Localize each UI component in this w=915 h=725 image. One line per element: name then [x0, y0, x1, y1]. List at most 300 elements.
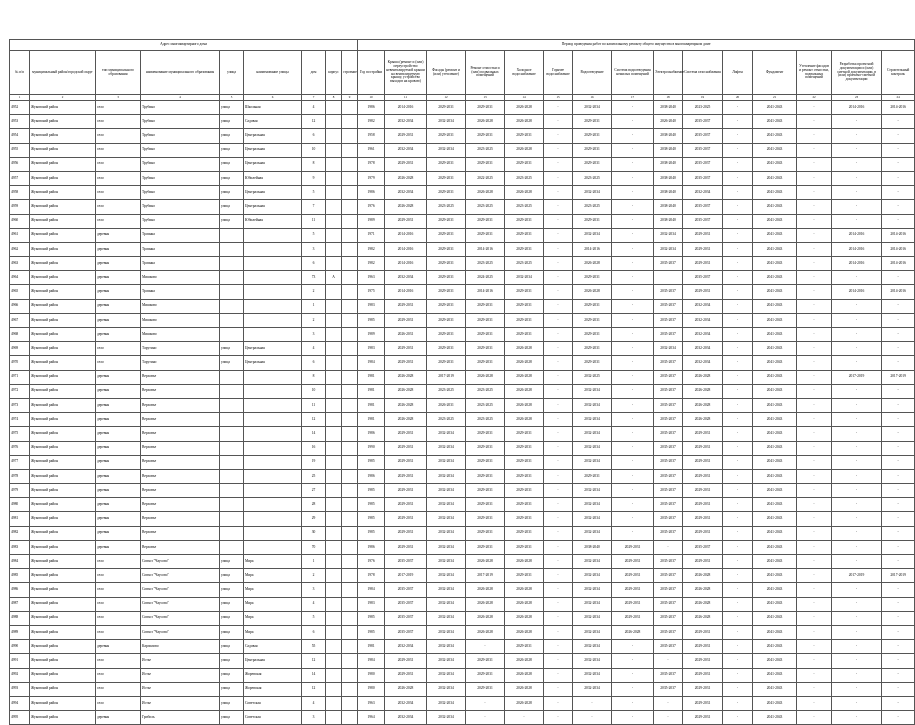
table-cell: Верховье	[141, 469, 220, 483]
table-cell: улица	[220, 668, 244, 682]
table-cell: 2029-2031	[427, 228, 466, 242]
table-cell: 2032-2025	[573, 370, 612, 384]
table-cell: 2029-2031	[683, 285, 723, 299]
table-cell: 2017-2019	[385, 569, 427, 583]
table-cell: 2032-2034	[427, 611, 466, 625]
table-cell: 2029-2031	[466, 455, 505, 469]
table-cell: 2041-2043	[753, 271, 797, 285]
table-cell	[220, 427, 244, 441]
table-cell: 2014-2016	[385, 242, 427, 256]
table-cell: 2032-2034	[427, 668, 466, 682]
table-cell: 2026-2028	[385, 370, 427, 384]
table-cell: деревня	[96, 526, 141, 540]
table-cell	[326, 299, 342, 313]
table-cell: 2035-2037	[654, 555, 683, 569]
table-cell: 2032-2034	[573, 498, 612, 512]
table-cell: Жуковский район	[30, 200, 96, 214]
table-cell: улица	[220, 583, 244, 597]
table-cell: -	[882, 668, 915, 682]
table-cell: -	[882, 498, 915, 512]
table-cell: 2035-2037	[654, 328, 683, 342]
table-cell	[342, 242, 358, 256]
table-cell: улица	[220, 696, 244, 710]
table-cell: 2026-2028	[385, 398, 427, 412]
table-cell: село	[96, 356, 141, 370]
table-cell	[342, 398, 358, 412]
table-cell: 4	[302, 342, 326, 356]
table-cell: 2032-2034	[573, 611, 612, 625]
table-cell: 2026-2028	[505, 696, 544, 710]
table-cell: 4	[302, 696, 326, 710]
table-cell: 1976	[358, 200, 385, 214]
table-cell	[342, 625, 358, 639]
table-cell: 2029-2031	[385, 668, 427, 682]
table-cell: 2029-2031	[505, 455, 544, 469]
table-cell: 2032-2034	[385, 696, 427, 710]
table-cell: -	[882, 640, 915, 654]
table-cell: 2029-2031	[505, 427, 544, 441]
table-cell: -	[723, 299, 753, 313]
table-cell	[220, 285, 244, 299]
table-cell: 2032-2034	[427, 441, 466, 455]
table-cell: -	[832, 143, 882, 157]
table-cell: -	[797, 242, 832, 256]
table-cell: 2035-2037	[385, 555, 427, 569]
table-cell: -	[832, 157, 882, 171]
table-cell: 2029-2031	[466, 441, 505, 455]
table-cell: 2032-2034	[683, 342, 723, 356]
table-cell: 2041-2043	[753, 427, 797, 441]
table-cell: -	[832, 200, 882, 214]
table-cell: 2029-2031	[427, 328, 466, 342]
table-cell: 2014-2016	[385, 257, 427, 271]
table-cell: 2026-2028	[683, 370, 723, 384]
table-cell	[244, 313, 302, 327]
table-cell: Троинка	[141, 257, 220, 271]
table-cell: 2041-2043	[753, 540, 797, 554]
table-cell: -	[466, 711, 505, 725]
column-number: 24	[882, 95, 915, 101]
repair-schedule-table	[9, 39, 915, 725]
table-cell: 4994	[10, 696, 30, 710]
table-cell: 14	[302, 668, 326, 682]
table-cell: -	[612, 143, 654, 157]
table-cell: -	[832, 328, 882, 342]
table-cell: -	[612, 200, 654, 214]
table-cell: 2041-2043	[753, 625, 797, 639]
column-header: Фасады (ремонт и (или) утепление)	[427, 51, 466, 95]
column-number: 17	[612, 95, 654, 101]
table-cell	[326, 526, 342, 540]
table-cell: село	[96, 668, 141, 682]
table-cell: Жуковский район	[30, 115, 96, 129]
table-cell: -	[544, 384, 573, 398]
table-cell: 2026-2028	[505, 342, 544, 356]
table-cell: 2041-2043	[753, 512, 797, 526]
table-cell: 29	[302, 512, 326, 526]
table-cell: -	[612, 299, 654, 313]
table-row	[10, 611, 915, 625]
table-cell: 2035-2037	[654, 526, 683, 540]
table-cell	[342, 356, 358, 370]
table-cell: 2035-2037	[654, 356, 683, 370]
table-cell: 2029-2031	[427, 242, 466, 256]
table-cell: -	[654, 540, 683, 554]
table-cell: 4976	[10, 441, 30, 455]
table-cell: Садовая	[244, 640, 302, 654]
table-cell: -	[723, 540, 753, 554]
table-cell: -	[882, 427, 915, 441]
table-cell: Жуковский район	[30, 186, 96, 200]
column-number: 21	[753, 95, 797, 101]
table-cell: деревня	[96, 228, 141, 242]
table-cell: 2029-2031	[573, 342, 612, 356]
table-cell: -	[832, 455, 882, 469]
table-cell: 1984	[358, 356, 385, 370]
table-cell: -	[797, 200, 832, 214]
table-cell: -	[882, 682, 915, 696]
table-cell: -	[654, 711, 683, 725]
table-cell	[326, 498, 342, 512]
table-cell: 2038-2040	[654, 200, 683, 214]
table-cell	[342, 143, 358, 157]
table-cell: 2032-2034	[573, 455, 612, 469]
table-cell: 2014-2016	[832, 101, 882, 115]
table-cell: 2029-2031	[466, 157, 505, 171]
table-cell: 2041-2043	[753, 313, 797, 327]
table-cell: 4973	[10, 398, 30, 412]
table-cell: 2029-2031	[466, 356, 505, 370]
table-cell: 4968	[10, 328, 30, 342]
table-cell	[326, 469, 342, 483]
table-cell	[342, 668, 358, 682]
table-cell	[220, 526, 244, 540]
table-row	[10, 484, 915, 498]
table-cell: 2032-2034	[573, 640, 612, 654]
table-cell: -	[723, 597, 753, 611]
table-cell: 8	[302, 370, 326, 384]
table-cell: 2029-2031	[385, 540, 427, 554]
table-cell: 2035-2037	[385, 611, 427, 625]
table-cell: -	[797, 696, 832, 710]
table-cell: 2026-2028	[683, 384, 723, 398]
table-cell: 1986	[358, 540, 385, 554]
table-cell: Трубино	[141, 186, 220, 200]
table-cell: Трубино	[141, 143, 220, 157]
table-cell: -	[612, 512, 654, 526]
table-cell	[342, 498, 358, 512]
table-cell: 1978	[358, 157, 385, 171]
table-cell: Центральная	[244, 186, 302, 200]
table-cell	[244, 540, 302, 554]
table-cell: -	[544, 413, 573, 427]
table-cell: Жуковский район	[30, 228, 96, 242]
table-cell: -	[723, 413, 753, 427]
table-cell: Жуковский район	[30, 101, 96, 115]
table-cell: 2023-2025	[427, 413, 466, 427]
table-cell: Жоревская	[244, 682, 302, 696]
column-header: муниципальный район/городской округ	[30, 51, 96, 95]
table-cell: -	[612, 129, 654, 143]
table-cell: -	[832, 640, 882, 654]
table-cell: 2029-2031	[683, 242, 723, 256]
table-cell: 2032-2034	[573, 682, 612, 696]
table-cell: 2032-2034	[573, 597, 612, 611]
table-cell: 4978	[10, 469, 30, 483]
column-number: 5	[220, 95, 244, 101]
table-cell: -	[797, 611, 832, 625]
table-cell: 2035-2037	[654, 668, 683, 682]
table-cell: -	[723, 583, 753, 597]
table-cell	[342, 597, 358, 611]
table-cell: 2032-2034	[427, 115, 466, 129]
table-cell: 2029-2031	[466, 342, 505, 356]
table-cell: 1980	[358, 668, 385, 682]
table-cell: 2029-2031	[427, 271, 466, 285]
table-cell	[220, 484, 244, 498]
table-cell: 4990	[10, 640, 30, 654]
table-cell: -	[882, 540, 915, 554]
table-cell: 2041-2043	[753, 342, 797, 356]
table-cell: -	[612, 328, 654, 342]
table-cell: 2035-2037	[654, 512, 683, 526]
table-cell: -	[797, 555, 832, 569]
table-cell: Мишково	[141, 271, 220, 285]
table-cell: -	[544, 299, 573, 313]
table-cell: 2029-2031	[505, 569, 544, 583]
table-cell	[342, 186, 358, 200]
table-cell: -	[882, 186, 915, 200]
table-cell: -	[612, 711, 654, 725]
table-cell: 4	[302, 101, 326, 115]
table-cell: 2029-2031	[466, 682, 505, 696]
table-cell	[326, 512, 342, 526]
table-cell: 2026-2028	[505, 101, 544, 115]
table-cell: 2026-2031	[385, 328, 427, 342]
table-cell: 8	[302, 157, 326, 171]
table-cell: -	[797, 299, 832, 313]
table-cell: Жуковский район	[30, 611, 96, 625]
table-cell: 2023-2025	[683, 101, 723, 115]
table-cell	[220, 512, 244, 526]
column-header: Утепление фасадов и ремонт отмостки, подвальных помещений	[797, 51, 832, 95]
table-cell: 2035-2037	[654, 455, 683, 469]
table-cell: -	[832, 115, 882, 129]
table-cell: 2041-2043	[753, 370, 797, 384]
table-cell: деревня	[96, 427, 141, 441]
table-cell: -	[612, 342, 654, 356]
table-cell: 30	[302, 526, 326, 540]
table-row	[10, 143, 915, 157]
table-cell: А	[326, 271, 342, 285]
table-cell: улица	[220, 711, 244, 725]
table-cell: Мишково	[141, 313, 220, 327]
table-cell: 2029-2031	[683, 441, 723, 455]
table-cell: 4989	[10, 625, 30, 639]
table-cell: 2029-2031	[683, 682, 723, 696]
table-cell: 2041-2043	[753, 413, 797, 427]
table-cell: 1983	[358, 299, 385, 313]
table-cell: 2023-2025	[427, 200, 466, 214]
table-cell: 2029-2031	[683, 484, 723, 498]
table-cell: 1985	[358, 313, 385, 327]
table-cell: 2032-2034	[573, 526, 612, 540]
table-cell	[326, 157, 342, 171]
table-cell: Тарутино	[141, 342, 220, 356]
table-cell: 2026-2028	[466, 115, 505, 129]
table-cell: Совхоз "Чаусово"	[141, 555, 220, 569]
table-cell: 2014-2016	[882, 285, 915, 299]
table-cell: -	[654, 696, 683, 710]
table-cell: Верховье	[141, 512, 220, 526]
table-cell: -	[832, 342, 882, 356]
table-cell: 2014-2016	[466, 285, 505, 299]
table-cell: 2029-2031	[385, 356, 427, 370]
table-cell: -	[544, 640, 573, 654]
table-cell: 2029-2031	[683, 257, 723, 271]
table-cell: -	[612, 455, 654, 469]
table-cell: -	[832, 427, 882, 441]
table-cell: -	[723, 484, 753, 498]
table-cell: Школьная	[244, 101, 302, 115]
table-cell: -	[723, 711, 753, 725]
table-cell: 2029-2031	[505, 540, 544, 554]
table-cell	[342, 682, 358, 696]
table-cell: -	[832, 384, 882, 398]
table-cell: -	[612, 228, 654, 242]
table-cell: Жуковский район	[30, 313, 96, 327]
table-cell: -	[612, 469, 654, 483]
table-cell: -	[723, 328, 753, 342]
table-cell	[342, 328, 358, 342]
table-cell: Совхоз "Чаусово"	[141, 625, 220, 639]
table-cell: Жуковский район	[30, 328, 96, 342]
table-cell: 2032-2034	[573, 569, 612, 583]
table-cell: 2014-2016	[466, 242, 505, 256]
table-cell: 2035-2037	[654, 441, 683, 455]
table-cell: 2029-2031	[466, 484, 505, 498]
table-row	[10, 271, 915, 285]
table-cell	[326, 342, 342, 356]
table-cell: -	[723, 384, 753, 398]
table-cell	[244, 441, 302, 455]
table-cell: село	[96, 696, 141, 710]
table-cell: -	[882, 696, 915, 710]
table-cell: -	[544, 257, 573, 271]
table-cell: -	[797, 441, 832, 455]
table-cell: улица	[220, 611, 244, 625]
table-cell: 2041-2043	[753, 696, 797, 710]
table-cell: -	[797, 526, 832, 540]
table-cell: 1984	[358, 654, 385, 668]
table-cell	[326, 413, 342, 427]
table-cell: 2041-2043	[753, 328, 797, 342]
table-cell: 9	[302, 171, 326, 185]
table-cell	[244, 384, 302, 398]
table-cell: -	[544, 512, 573, 526]
table-cell: 2032-2034	[427, 640, 466, 654]
table-cell: 2035-2037	[683, 200, 723, 214]
table-cell: село	[96, 101, 141, 115]
table-cell: -	[612, 186, 654, 200]
table-cell	[342, 101, 358, 115]
table-cell: 2026-2028	[573, 257, 612, 271]
table-cell: 19	[302, 455, 326, 469]
table-cell: 2032-2034	[427, 512, 466, 526]
table-cell: Жуковский район	[30, 540, 96, 554]
table-cell: 28	[302, 498, 326, 512]
table-cell: 4977	[10, 455, 30, 469]
table-cell: деревня	[96, 484, 141, 498]
table-cell: 2029-2031	[505, 469, 544, 483]
table-cell: 2032-2034	[654, 228, 683, 242]
table-cell: 2029-2031	[385, 441, 427, 455]
table-cell: село	[96, 569, 141, 583]
table-cell: 2029-2031	[385, 299, 427, 313]
table-cell: 2041-2043	[753, 569, 797, 583]
table-cell: 2029-2031	[683, 512, 723, 526]
table-cell: 2029-2031	[573, 313, 612, 327]
table-cell: 4959	[10, 200, 30, 214]
table-cell: 2038-2040	[654, 186, 683, 200]
table-row	[10, 257, 915, 271]
table-cell: Жуковский район	[30, 370, 96, 384]
table-cell	[326, 455, 342, 469]
table-cell: 2014-2016	[832, 228, 882, 242]
table-cell: 4979	[10, 484, 30, 498]
table-row	[10, 398, 915, 412]
table-cell: 2035-2037	[683, 143, 723, 157]
table-cell: 25	[302, 469, 326, 483]
table-cell	[220, 328, 244, 342]
table-cell	[326, 668, 342, 682]
column-number: 9	[342, 95, 358, 101]
table-cell: улица	[220, 115, 244, 129]
table-cell: 2041-2043	[753, 597, 797, 611]
table-cell	[342, 640, 358, 654]
table-cell: деревня	[96, 370, 141, 384]
table-cell: 2029-2031	[573, 469, 612, 483]
table-cell: 3	[302, 583, 326, 597]
table-cell	[342, 370, 358, 384]
table-row	[10, 640, 915, 654]
table-cell: -	[723, 101, 753, 115]
table-cell: 2026-2028	[505, 611, 544, 625]
table-cell: 2032-2034	[573, 228, 612, 242]
table-cell: 1979	[358, 171, 385, 185]
table-cell: -	[723, 654, 753, 668]
table-cell	[342, 299, 358, 313]
table-cell	[220, 271, 244, 285]
table-cell	[342, 271, 358, 285]
table-cell: -	[723, 668, 753, 682]
table-cell: -	[466, 640, 505, 654]
table-cell	[326, 398, 342, 412]
table-cell: -	[612, 271, 654, 285]
table-cell: -	[882, 214, 915, 228]
table-cell	[244, 242, 302, 256]
table-cell: Мира	[244, 583, 302, 597]
table-cell: 2026-2028	[385, 384, 427, 398]
table-cell: -	[882, 469, 915, 483]
table-cell: Верховье	[141, 484, 220, 498]
table-cell: 2026-2028	[573, 285, 612, 299]
table-cell: 1978	[358, 569, 385, 583]
table-cell	[342, 157, 358, 171]
table-cell: -	[797, 313, 832, 327]
table-cell: Садовая	[244, 115, 302, 129]
table-cell: 2035-2037	[654, 498, 683, 512]
